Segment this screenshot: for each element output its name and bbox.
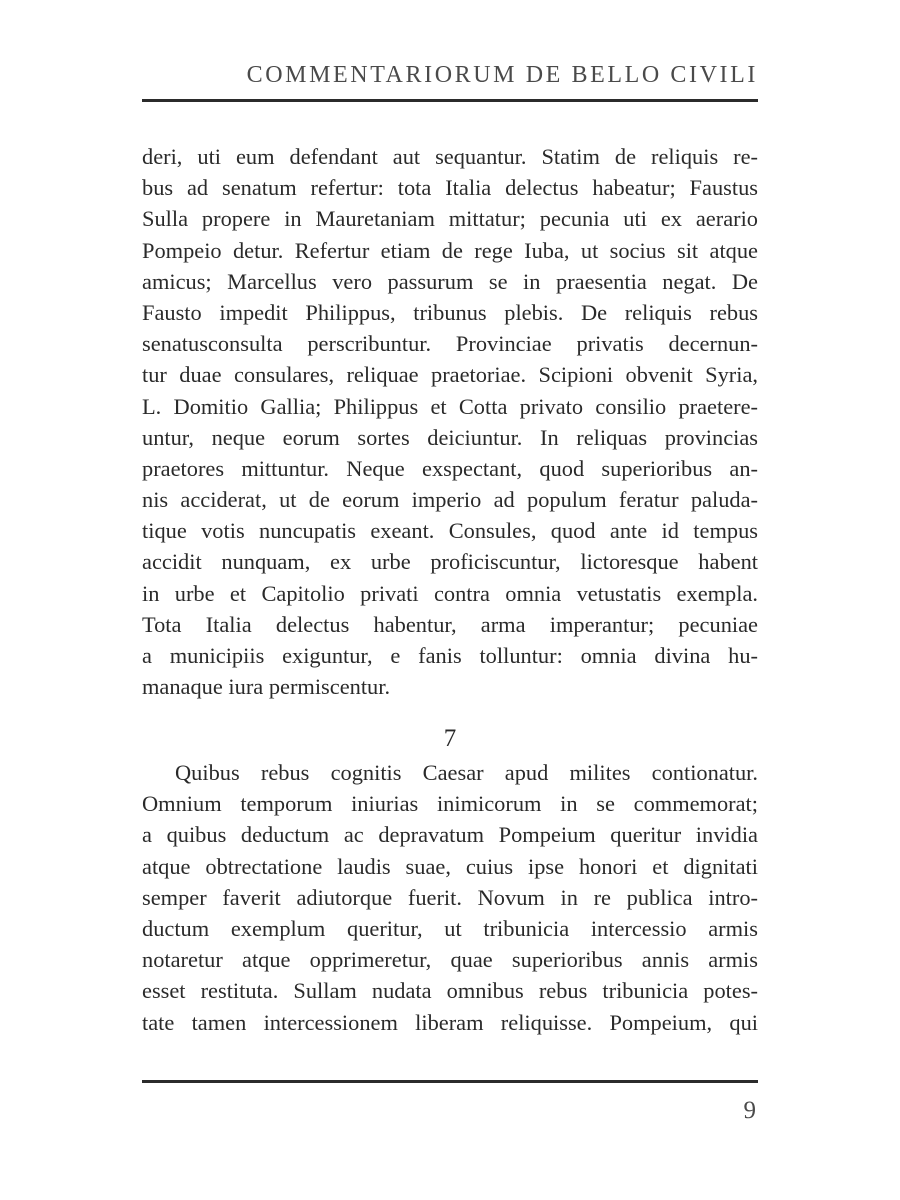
text-line: atque obtrectatione laudis suae, cuius ipse honori et dignitati [142, 853, 758, 879]
text-line: tate tamen intercessionem liberam reliquisse. Pompeium, qui [142, 1009, 758, 1035]
text-line: praetores mittuntur. Neque exspectant, quod superioribus an- [142, 455, 758, 481]
text-line: tur duae consulares, reliquae praetoriae. Scipioni obvenit Syria, [142, 362, 758, 388]
text-line: notaretur atque opprimeretur, quae superioribus annis armis [142, 947, 758, 973]
text-line: senatusconsulta perscribuntur. Provinciae privatis decernun- [142, 331, 758, 357]
text-line: Pompeio detur. Refertur etiam de rege Iuba, ut socius sit atque [142, 237, 758, 263]
page-number: 9 [743, 1097, 756, 1124]
text-line: ductum exemplum queritur, ut tribunicia intercessio armis [142, 915, 758, 941]
text-line: accidit nunquam, ex urbe proficiscuntur, lictoresque habent [142, 549, 758, 575]
text-line: esset restituta. Sullam nudata omnibus rebus tribunicia potes- [142, 978, 758, 1004]
text-line: in urbe et Capitolio privati contra omnia vetustatis exempla. [142, 580, 758, 606]
text-line: nis acciderat, ut de eorum imperio ad populum feratur paluda- [142, 487, 758, 513]
text-line: Tota Italia delectus habentur, arma imperantur; pecuniae [142, 611, 758, 637]
text-line: untur, neque eorum sortes deiciuntur. In reliquas provincias [142, 424, 758, 450]
paragraph-continuation [142, 141, 758, 702]
text-line: bus ad senatum refertur: tota Italia delectus habeatur; Faustus [142, 175, 758, 201]
text-line: Omnium temporum iniurias inimicorum in se commemorat; [142, 791, 758, 817]
text-line: semper faverit adiutorque fuerit. Novum in re publica intro- [142, 884, 758, 910]
text-line: tique votis nuncupatis exeant. Consules, quod ante id tempus [142, 518, 758, 544]
text-line: a municipiis exiguntur, e fanis tolluntur: omnia divina hu- [142, 643, 758, 668]
footer-rule [142, 1080, 758, 1083]
text-line: a quibus deductum ac depravatum Pompeium queritur invidia [142, 822, 758, 848]
paragraph-section-7 [142, 757, 758, 1038]
text-line: L. Domitio Gallia; Philippus et Cotta privato consilio praetere- [142, 393, 758, 419]
text-line: amicus; Marcellus vero passurum se in praesentia negat. De [142, 268, 758, 294]
text-line: deri, uti eum defendant aut sequantur. Statim de reliquis re- [142, 144, 758, 169]
text-line-last: manaque iura permiscentur. [142, 674, 391, 700]
text-line-indented: Quibus rebus cognitis Caesar apud milites contionatur. [175, 760, 758, 785]
text-line: Sulla propere in Mauretaniam mittatur; pecunia uti ex aerario [142, 206, 758, 232]
text-line: Fausto impedit Philippus, tribunus plebis. De reliquis rebus [142, 299, 758, 325]
running-head-title: COMMENTARIORUM DE BELLO CIVILI [246, 62, 758, 88]
header-rule [142, 99, 758, 102]
section-number: 7 [443, 725, 457, 752]
